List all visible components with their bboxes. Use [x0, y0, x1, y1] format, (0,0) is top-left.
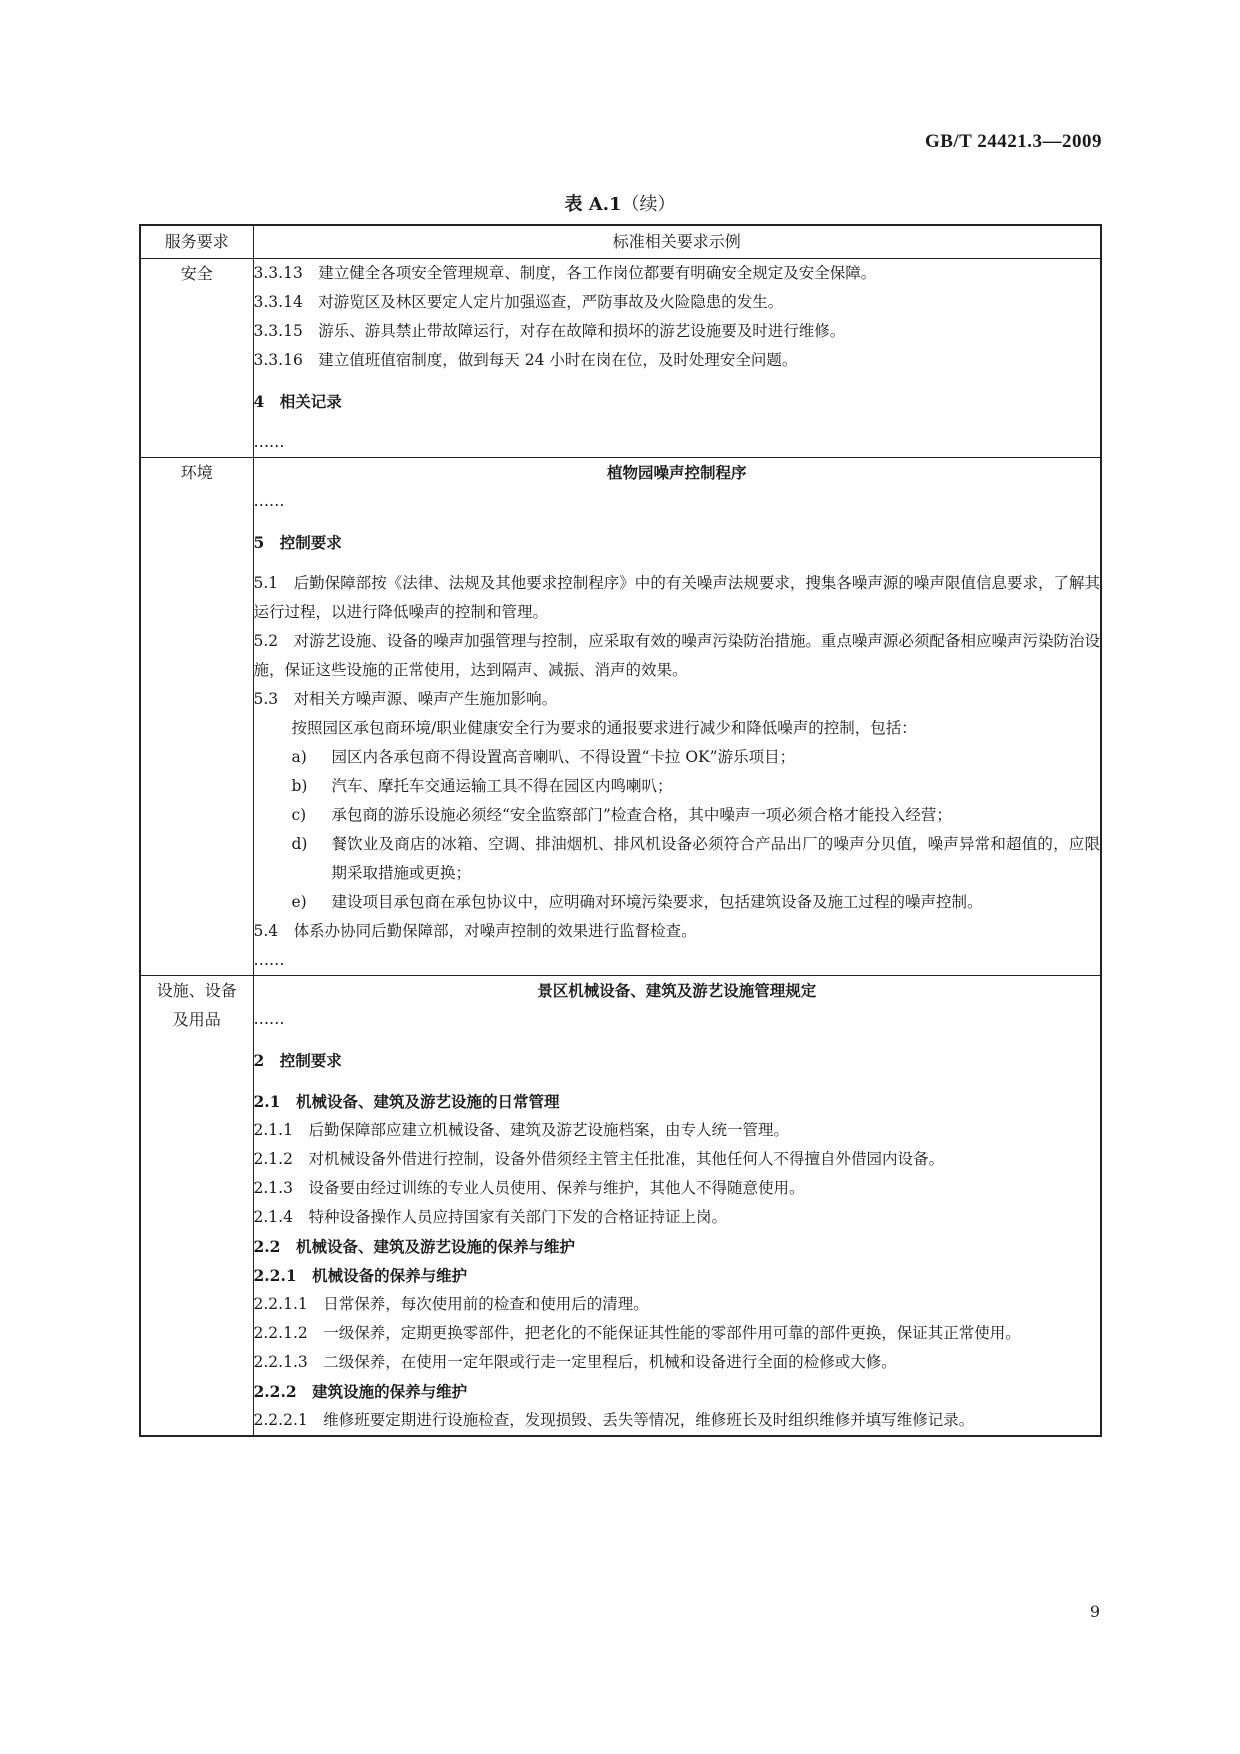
section-control-requirements: 2 控制要求: [253, 1051, 342, 1070]
list-item: [254, 743, 1101, 772]
list-item-text: 餐饮业及商店的冰箱、空调、排油烟机、排风机设备必须符合产品出厂的噪声分贝值，噪声异常和超值的，应限期采取措施或更换；: [331, 835, 1100, 882]
ellipsis: ……: [253, 1010, 285, 1028]
column-header-examples: 标准相关要求示例: [253, 225, 1101, 259]
list-item-mark: e): [291, 893, 307, 911]
clause-2-2-1-3: 2.2.1.3 二级保养，在使用一定年限或行走一定里程后，机械和设备进行全面的检修或大修。: [253, 1353, 897, 1371]
table-title-suffix: （续）: [621, 194, 676, 215]
list-item-text: 园区内各承包商不得设置高音喇叭、不得设置“卡拉 OK”游乐项目；: [331, 748, 796, 766]
list-item-mark: d): [291, 835, 308, 853]
requirements-table: [139, 224, 1102, 1437]
page-number: 9: [1089, 1602, 1100, 1621]
list-item: [254, 830, 1101, 888]
clause-3-3-16: 3.3.16 建立值班值宿制度，做到每天 24 小时在岗在位，及时处理安全问题。: [253, 351, 798, 369]
standard-code: GB/T 24421.3—2009: [924, 131, 1102, 152]
clause-3-3-13: 3.3.13 建立健全各项安全管理规章、制度，各工作岗位都要有明确安全规定及安全保障。: [253, 264, 877, 282]
table-header-row: [140, 225, 1101, 259]
clause-5-3-intro: 按照园区承包商环境/职业健康安全行为要求的通报要求进行减少和降低噪声的控制，包括：: [291, 719, 917, 737]
table-row-environment: [140, 458, 1101, 976]
table-title-main: 表 A.1: [564, 194, 622, 215]
clause-5-3: 5.3 对相关方噪声源、噪声产生施加影响。: [253, 690, 558, 708]
list-item-text: 建设项目承包商在承包协议中，应明确对环境污染要求，包括建筑设备及施工过程的噪声控制。: [331, 893, 983, 911]
list-item-mark: a): [291, 748, 307, 766]
clause-2-2-2: 2.2.2 建筑设施的保养与维护: [253, 1382, 468, 1401]
procedure-title-noise: 植物园噪声控制程序: [606, 463, 747, 482]
clause-3-3-15: 3.3.15 游乐、游具禁止带故障运行，对存在故障和损坏的游艺设施要及时进行维修。: [253, 322, 846, 340]
regulation-title-facilities: 景区机械设备、建筑及游艺设施管理规定: [537, 981, 817, 1000]
content-safety: [253, 259, 1101, 458]
clause-2-1: 2.1 机械设备、建筑及游艺设施的日常管理: [253, 1092, 560, 1111]
clause-3-3-14: 3.3.14 对游览区及林区要定人定片加强巡查，严防事故及火险隐患的发生。: [253, 293, 784, 311]
category-facilities: 设施、设备及用品: [140, 976, 253, 1437]
list-item: [254, 772, 1101, 801]
table-row-safety: [140, 259, 1101, 458]
clause-2-2-1: 2.2.1 机械设备的保养与维护: [253, 1266, 468, 1285]
ellipsis: ……: [253, 492, 285, 510]
list-item-text: 承包商的游乐设施必须经“安全监察部门”检查合格，其中噪声一项必须合格才能投入经营；: [331, 806, 952, 824]
clause-2-1-2: 2.1.2 对机械设备外借进行控制，设备外借须经主管主任批准，其他任何人不得擅自外借园内设备。: [253, 1150, 944, 1168]
list-item-mark: c): [291, 806, 307, 824]
content-facilities: [253, 976, 1101, 1437]
section-control-requirements: 5 控制要求: [253, 533, 342, 552]
category-safety: 安全: [140, 259, 253, 458]
clause-2-2-1-1: 2.2.1.1 日常保养，每次使用前的检查和使用后的清理。: [253, 1295, 649, 1313]
section-related-records: 4 相关记录: [253, 392, 342, 411]
list-item: [254, 801, 1101, 830]
clause-2-1-1: 2.1.1 后勤保障部应建立机械设备、建筑及游艺设施档案，由专人统一管理。: [253, 1121, 789, 1139]
clause-2-2-1-2: 2.2.1.2 一级保养，定期更换零部件，把老化的不能保证其性能的零部件用可靠的部件更换，保证其正常使用。: [253, 1324, 1021, 1342]
ellipsis: ……: [253, 433, 285, 451]
clause-5-4: 5.4 体系办协同后勤保障部，对噪声控制的效果进行监督检查。: [253, 922, 697, 940]
list-item-mark: b): [291, 777, 308, 795]
table-title: [0, 190, 1240, 216]
content-environment: [253, 458, 1101, 976]
list-item: [254, 888, 1101, 917]
list-item-text: 汽车、摩托车交通运输工具不得在园区内鸣喇叭；: [331, 777, 673, 795]
column-header-service: 服务要求: [140, 225, 253, 259]
clause-2-2-2-1: 2.2.2.1 维修班要定期进行设施检查，发现损毁、丢失等情况，维修班长及时组织维修并填写维修记录。: [253, 1411, 975, 1429]
clause-2-1-4: 2.1.4 特种设备操作人员应持国家有关部门下发的合格证持证上岗。: [253, 1208, 727, 1226]
ellipsis: ……: [253, 951, 285, 969]
clause-2-2: 2.2 机械设备、建筑及游艺设施的保养与维护: [253, 1237, 575, 1256]
clause-2-1-3: 2.1.3 设备要由经过训练的专业人员使用、保养与维护，其他人不得随意使用。: [253, 1179, 805, 1197]
clause-5-1: 5.1 后勤保障部按《法律、法规及其他要求控制程序》中的有关噪声法规要求，搜集各噪声源的噪声限值信息要求，了解其运行过程，以进行降低噪声的控制和管理。: [253, 574, 1100, 621]
clause-5-2: 5.2 对游艺设施、设备的噪声加强管理与控制，应采取有效的噪声污染防治措施。重点噪声源必须配备相应噪声污染防治设施，保证这些设施的正常使用，达到隔声、减振、消声的效果。: [253, 632, 1100, 679]
table-row-facilities: [140, 976, 1101, 1437]
category-environment: 环境: [140, 458, 253, 976]
